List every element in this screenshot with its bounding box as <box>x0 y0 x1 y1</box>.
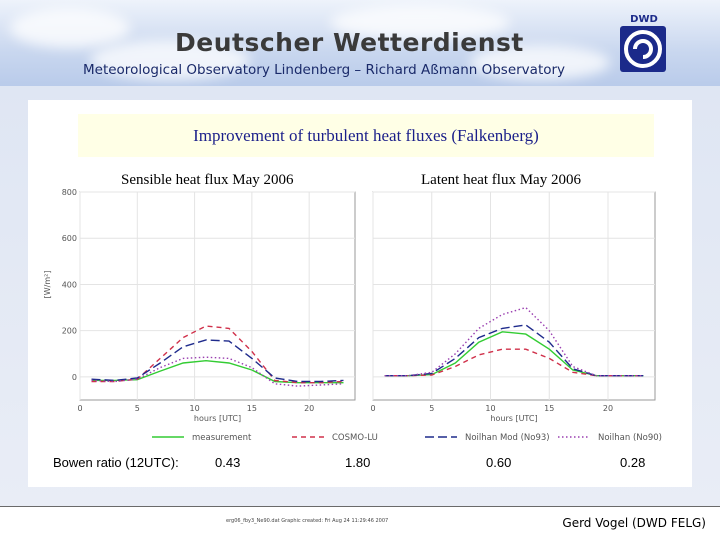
y-tick-label: 0 <box>71 372 77 382</box>
x-tick-label: 10 <box>485 404 496 413</box>
cloud-decoration <box>10 8 130 48</box>
footer-file-info: erg06_fby3_Ne90.dat Graphic created: Fri Aug 24 11:29:46 2007 <box>226 518 389 524</box>
legend-label: COSMO-LU <box>332 433 378 443</box>
bowen-value: 1.80 <box>345 455 371 470</box>
x-tick-label: 10 <box>189 404 200 413</box>
dwd-logo <box>618 10 668 74</box>
chart-title-latent: Latent heat flux May 2006 <box>421 172 581 188</box>
bowen-value: 0.43 <box>215 455 241 470</box>
x-tick-label: 20 <box>602 404 614 413</box>
y-tick-label: 800 <box>61 188 77 197</box>
x-axis-label: hours [UTC] <box>490 414 538 423</box>
x-tick-label: 5 <box>429 404 435 413</box>
y-tick-label: 400 <box>61 280 77 290</box>
x-tick-label: 5 <box>134 404 140 413</box>
chart-panel <box>28 100 692 487</box>
bowen-value: 0.28 <box>620 455 646 470</box>
x-tick-label: 0 <box>370 404 376 413</box>
legend-label: Noilhan (No90) <box>598 433 662 443</box>
x-tick-label: 20 <box>304 404 315 413</box>
legend-label: measurement <box>192 433 252 443</box>
bowen-value: 0.60 <box>486 455 512 470</box>
legend-label: Noilhan Mod (No93) <box>465 433 550 443</box>
y-tick-label: 600 <box>61 234 77 244</box>
dwd-logo-text: DWD <box>630 14 658 25</box>
brand-title: Deutscher Wetterdienst <box>175 28 524 57</box>
x-tick-label: 15 <box>246 404 257 413</box>
x-axis-label: hours [UTC] <box>193 414 242 423</box>
footer-credit: Gerd Vogel (DWD FELG) <box>562 516 706 530</box>
y-tick-label: 200 <box>61 326 77 336</box>
header-subtitle: Meteorological Observatory Lindenberg – Richard Aßmann Observatory <box>83 62 566 78</box>
y-axis-label: [W/m²] <box>43 270 52 299</box>
slide-title: Improvement of turbulent heat fluxes (Falkenberg) <box>78 114 654 157</box>
bowen-label: Bowen ratio (12UTC): <box>53 455 179 470</box>
chart-title-sensible: Sensible heat flux May 2006 <box>121 172 294 188</box>
x-tick-label: 15 <box>544 404 555 413</box>
x-tick-label: 0 <box>77 404 83 413</box>
